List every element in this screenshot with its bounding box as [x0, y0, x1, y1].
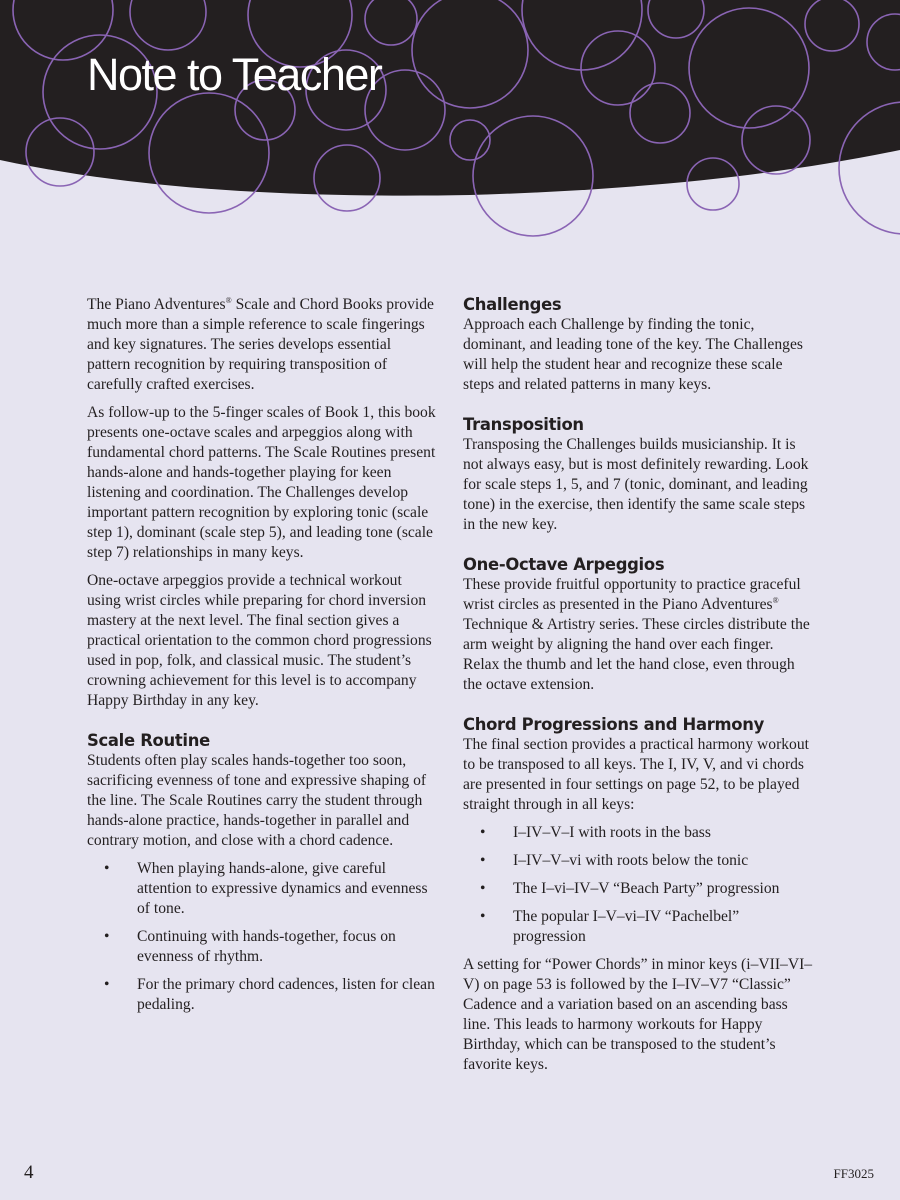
bullet-icon: •	[480, 852, 486, 869]
section-arpeggios	[463, 555, 813, 695]
page-title: Note to Teacher	[87, 49, 382, 100]
header-banner	[0, 0, 900, 240]
page-number: 4	[24, 1162, 34, 1183]
bullet-list	[463, 823, 813, 947]
section-heading: Transposition	[463, 415, 584, 434]
section-body: The final section provides a practical harmony workout to be transposed to all keys. The I, IV, V, and vi chords are presented in four settings on page 52, to be played straight through in all keys:	[463, 736, 809, 813]
list-item: • For the primary chord cadences, listen for clean pedaling.	[104, 976, 435, 1013]
section-challenges	[463, 295, 813, 395]
list-item: • I–IV–V–I with roots in the bass	[480, 824, 711, 841]
list-item: • When playing hands-alone, give careful attention to expressive dynamics and evenness of tone.	[104, 860, 428, 917]
bullet-icon: •	[104, 976, 110, 993]
intro-paragraph: One-octave arpeggios provide a technical workout using wrist circles while preparing for chord inversion mastery at the next level. The final section gives a practical orientation to the common chord progressions used in pop, folk, and classical music. The student’s crowning achievement for this level is to accompany Happy Birthday in any key.	[87, 572, 432, 709]
bullet-icon: •	[104, 928, 110, 945]
list-item: • The I–vi–IV–V “Beach Party” progression	[480, 880, 780, 897]
right-column	[463, 295, 813, 1083]
section-scale-routine	[87, 731, 437, 1015]
registered-mark: ®	[225, 296, 232, 305]
bullet-icon: •	[480, 880, 486, 897]
intro-paragraph: As follow-up to the 5-finger scales of Book 1, this book presents one-octave scales and arpeggios along with fundamental chord patterns. The Scale Routines present hands-alone and hands-together playing for keen listening and coordination. The Challenges develop important pattern recognition by exploring tonic (scale step 1), dominant (scale step 5), and leading tone (scale step 7) relationships in many keys.	[87, 404, 436, 561]
left-column	[87, 295, 437, 1023]
section-closing: A setting for “Power Chords” in minor keys (i–VII–VI–V) on page 53 is followed by the I–IV–V7 “Classic” Cadence and a variation based on an ascending bass line. This leads to harmony workouts for Happy Birthday, which can be transposed to the student’s favorite keys.	[463, 956, 813, 1073]
section-progressions	[463, 715, 813, 1075]
bullet-icon: •	[480, 824, 486, 841]
section-body: Approach each Challenge by finding the tonic, dominant, and leading tone of the key. The Challenges will help the student hear and recognize these scale steps and related patterns in many keys.	[463, 316, 803, 393]
section-body: These provide fruitful opportunity to practice graceful wrist circles as presented in the Piano Adventures® Technique & Artistry series. These circles distribute the arm weight by aligning the hand over each finger. Relax the thumb and let the hand close, even through the octave extension.	[463, 576, 810, 693]
registered-mark: ®	[772, 596, 779, 605]
list-item: • The popular I–V–vi–IV “Pachelbel” progression	[480, 908, 740, 945]
section-heading: Challenges	[463, 295, 562, 314]
section-heading: Scale Routine	[87, 731, 210, 750]
list-item: • I–IV–V–vi with roots below the tonic	[480, 852, 749, 869]
bullet-list	[87, 859, 437, 1015]
list-item: • Continuing with hands-together, focus on evenness of rhythm.	[104, 928, 396, 965]
bullet-icon: •	[104, 860, 110, 877]
section-body: Students often play scales hands-together too soon, sacrificing evenness of tone and expressive shaping of the line. The Scale Routines carry the student through hands-alone practice, hands-together in parallel and contrary motion, and close with a chord cadence.	[87, 752, 427, 849]
section-heading: One-Octave Arpeggios	[463, 555, 665, 574]
catalog-number: FF3025	[833, 1166, 874, 1181]
section-body: Transposing the Challenges builds musicianship. It is not always easy, but is most definitely rewarding. Look for scale steps 1, 5, and 7 (tonic, dominant, and leading tone) in the exercise, then identify the same scale steps in the new key.	[463, 436, 809, 533]
section-transposition	[463, 415, 813, 535]
intro-paragraph: The Piano Adventures® Scale and Chord Books provide much more than a simple reference to scale fingerings and key signatures. The series develops essential pattern recognition by requiring transposition of carefully crafted exercises.	[87, 296, 434, 393]
bullet-icon: •	[480, 908, 486, 925]
section-heading: Chord Progressions and Harmony	[463, 715, 765, 734]
